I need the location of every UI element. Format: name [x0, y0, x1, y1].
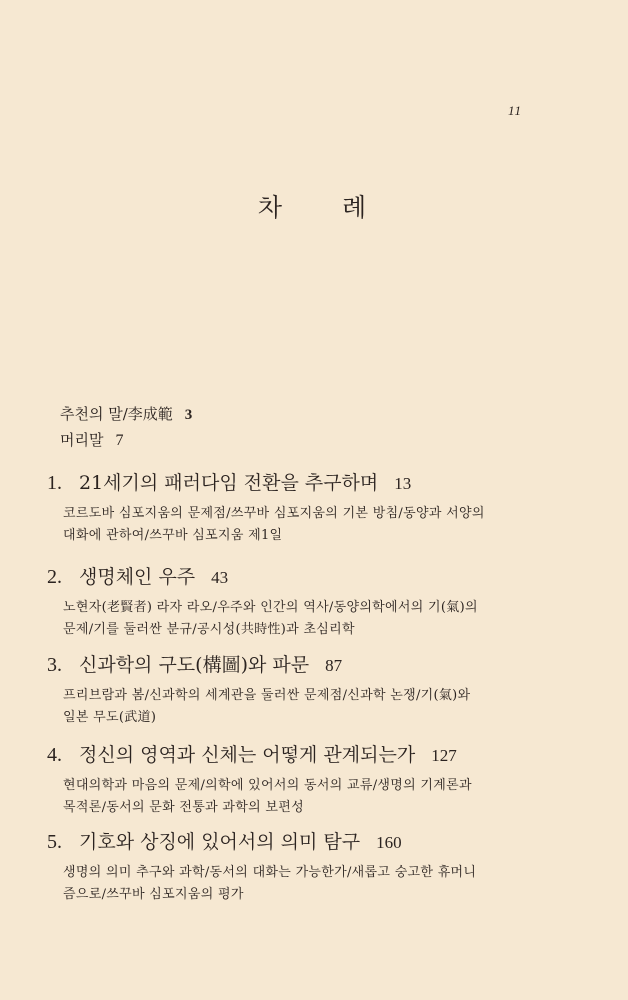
chapter-entry	[47, 827, 547, 906]
chapter-number: 4.	[47, 744, 62, 766]
chapter-page: 13	[394, 474, 412, 493]
front-matter-label: 머리말	[60, 431, 104, 449]
chapter-title: 21세기의 패러다임 전환을 추구하며	[79, 472, 379, 494]
page-number: 11	[508, 103, 523, 118]
chapter-title: 신과학의 구도(構圖)와 파문	[79, 654, 310, 676]
chapter-subtopics	[63, 597, 547, 641]
subtopic-line: 즘으로/쓰꾸바 심포지움의 평가	[63, 887, 244, 902]
chapter-number: 1.	[47, 472, 62, 494]
subtopic-line: 목적론/동서의 문화 전통과 과학의 보편성	[63, 800, 304, 815]
chapter-title: 생명체인 우주	[79, 566, 196, 588]
page-title: 차 례	[257, 193, 393, 222]
chapter-subtopics	[63, 862, 547, 906]
chapter-page: 127	[431, 746, 457, 765]
chapter-subtopics	[63, 775, 547, 819]
subtopic-line: 현대의학과 마음의 문제/의학에 있어서의 동서의 교류/생명의 기계론과	[63, 778, 472, 793]
subtopic-line: 대화에 관하여/쓰꾸바 심포지움 제1일	[63, 528, 283, 543]
chapter-number: 2.	[47, 566, 62, 588]
chapter-page: 160	[376, 833, 402, 852]
chapter-page: 87	[325, 656, 343, 675]
subtopic-line: 문제/기를 둘러싼 분규/공시성(共時性)과 초심리학	[63, 622, 355, 637]
chapter-entry	[47, 468, 547, 547]
chapter-entry	[47, 562, 547, 641]
chapter-title: 정신의 영역과 신체는 어떻게 관계되는가	[79, 744, 416, 766]
chapter-title: 기호와 상징에 있어서의 의미 탐구	[79, 831, 361, 853]
chapter-entry	[47, 650, 547, 729]
front-matter-page: 3	[184, 407, 193, 423]
subtopic-line: 코르도바 심포지움의 문제점/쓰꾸바 심포지움의 기본 방침/동양과 서양의	[63, 506, 485, 521]
subtopic-line: 생명의 의미 추구와 과학/동서의 대화는 가능한가/새롭고 숭고한 휴머니	[63, 865, 477, 880]
subtopic-line: 일본 무도(武道)	[63, 710, 157, 725]
front-matter-item	[60, 403, 192, 424]
front-matter-item	[60, 429, 123, 450]
chapter-subtopics	[63, 503, 547, 547]
front-matter-page: 7	[115, 432, 124, 449]
chapter-number: 5.	[47, 831, 62, 853]
chapter-number: 3.	[47, 654, 62, 676]
subtopic-line: 노현자(老賢者) 라자 라오/우주와 인간의 역사/동양의학에서의 기(氣)의	[63, 600, 478, 615]
subtopic-line: 프리브람과 봄/신과학의 세계관을 둘러싼 문제점/신과학 논쟁/기(氣)와	[63, 688, 471, 703]
chapter-subtopics	[63, 685, 547, 729]
chapter-page: 43	[211, 568, 229, 587]
front-matter-label: 추천의 말/李成範	[60, 405, 173, 423]
chapter-entry	[47, 740, 547, 819]
